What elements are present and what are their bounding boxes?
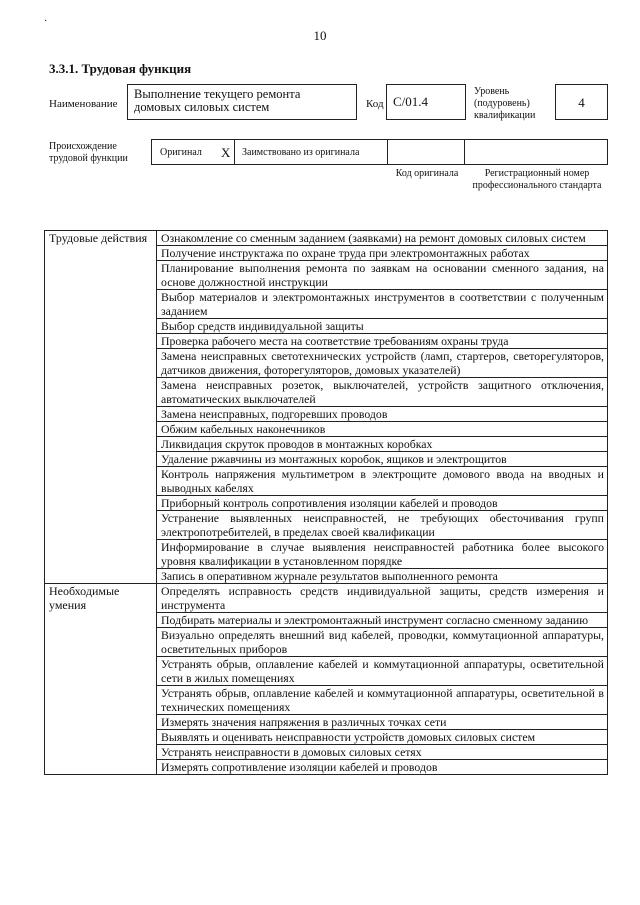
section-item: Замена неисправных, подгоревших проводов: [157, 407, 608, 422]
origin-label: Происхождение трудовой функции: [49, 141, 128, 164]
borrowed-cell: [234, 139, 388, 165]
reg-number-cell: [464, 139, 608, 165]
section-item: Контроль напряжения мультиметром в электрощите домового ввода на вводных и выводных кабелях: [157, 467, 608, 496]
section-item: Устранение выявленных неисправностей, не требующих обесточивания групп электропотребителей, в пределах своей квалификации: [157, 511, 608, 540]
section-item: Выявлять и оценивать неисправности устройств домовых силовых систем: [157, 730, 608, 745]
section-item: Устранять обрыв, оплавление кабелей и коммутационной аппаратуры, осветительной в технических помещениях: [157, 686, 608, 715]
name-value: Выполнение текущего ремонта домовых силовых систем: [127, 84, 357, 120]
original-cell: [151, 139, 235, 165]
original-label: Оригинал: [160, 147, 202, 158]
section-item: Определять исправность средств индивидуальной защиты, средств измерения и инструмента: [157, 584, 608, 613]
section-item: Измерять значения напряжения в различных точках сети: [157, 715, 608, 730]
original-mark: X: [221, 145, 231, 160]
section-item: Выбор материалов и электромонтажных инструментов в соответствии с полученным заданием: [157, 290, 608, 319]
section-title: 3.3.1. Трудовая функция: [49, 61, 192, 76]
section-item: Ликвидация скруток проводов в монтажных коробках: [157, 437, 608, 452]
section-item: Измерять сопротивление изоляции кабелей и проводов: [157, 760, 608, 775]
function-table: [44, 230, 608, 775]
section-heading: Трудовые действия: [45, 231, 157, 584]
page-number: 10: [313, 28, 327, 43]
code-value: С/01.4: [386, 84, 466, 120]
origin-row: [151, 139, 608, 165]
section-item: Устранять неисправности в домовых силовых сетях: [157, 745, 608, 760]
page-mark: ·: [44, 16, 48, 27]
code-label: Код: [366, 98, 384, 110]
level-value: 4: [555, 84, 608, 120]
section-item: Удаление ржавчины из монтажных коробок, ящиков и электрощитов: [157, 452, 608, 467]
section-item: Проверка рабочего места на соответствие требованиям охраны труда: [157, 334, 608, 349]
code-caption: Код оригинала: [395, 168, 459, 179]
section-item: Запись в оперативном журнале результатов выполненного ремонта: [157, 569, 608, 584]
section-item: Устранять обрыв, оплавление кабелей и коммутационной аппаратуры, осветительной сети в жилых помещениях: [157, 657, 608, 686]
section-item: Выбор средств индивидуальной защиты: [157, 319, 608, 334]
table-row: [45, 584, 608, 613]
section-item: Получение инструктажа по охране труда при электромонтажных работах: [157, 246, 608, 261]
table-row: [45, 231, 608, 246]
section-item: Замена неисправных светотехнических устройств (ламп, стартеров, светорегуляторов, датчиков движения, фоторегуляторов, домовых указателей): [157, 349, 608, 378]
section-item: Информирование в случае выявления неисправностей работника более высокого уровня квалификации в установленном порядке: [157, 540, 608, 569]
section-item: Приборный контроль сопротивления изоляции кабелей и проводов: [157, 496, 608, 511]
borrowed-label: Заимствовано из оригинала: [242, 147, 360, 158]
reg-caption: Регистрационный номер профессионального стандарта: [472, 168, 602, 191]
section-item: Планирование выполнения ремонта по заявкам на основании сменного задания, на основе должностной инструкции: [157, 261, 608, 290]
level-label: Уровень (подуровень) квалификации: [474, 86, 536, 121]
section-item: Обжим кабельных наконечников: [157, 422, 608, 437]
section-heading: Необходимые умения: [45, 584, 157, 775]
section-item: Замена неисправных розеток, выключателей, устройств защитного отключения, автоматических выключателей: [157, 378, 608, 407]
section-item: Подбирать материалы и электромонтажный инструмент согласно сменному заданию: [157, 613, 608, 628]
original-code-cell: [387, 139, 465, 165]
section-item: Ознакомление со сменным заданием (заявками) на ремонт домовых силовых систем: [157, 231, 608, 246]
name-label: Наименование: [49, 98, 118, 110]
section-item: Визуально определять внешний вид кабелей, проводки, коммутационной аппаратуры, осветительных приборов: [157, 628, 608, 657]
